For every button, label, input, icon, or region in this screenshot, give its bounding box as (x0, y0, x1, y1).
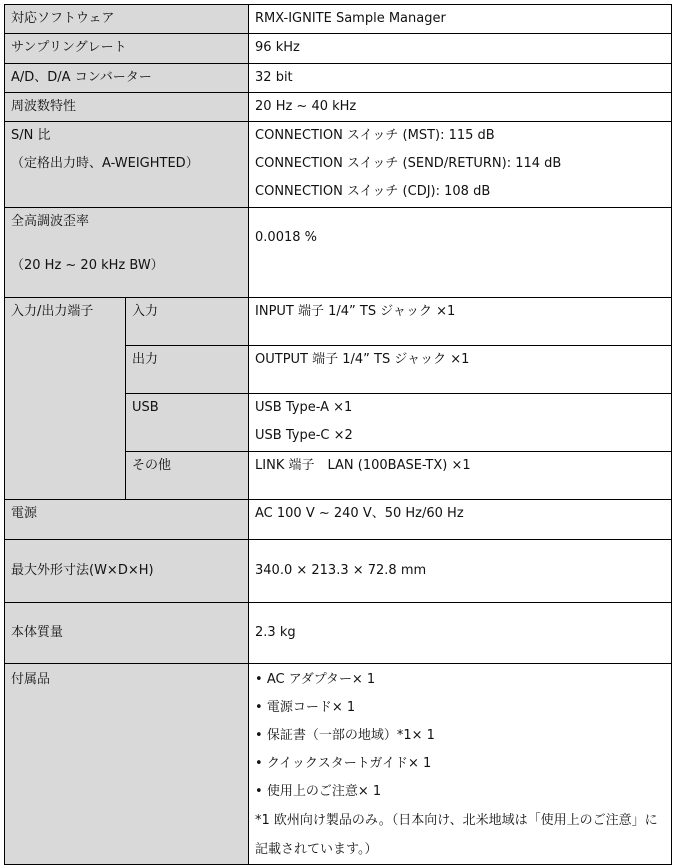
io-value-other: LINK 端子 LAN (100BASE-TX) ×1 (249, 452, 672, 500)
spec-label-main: S/N 比 (11, 128, 51, 143)
spec-value: 2.3 kg (249, 603, 672, 664)
spec-label-main: 入力/出力端子 (11, 304, 94, 319)
spec-label-sub: （20 Hz ~ 20 kHz BW） (11, 258, 164, 273)
spec-value (249, 664, 672, 865)
accessory-item: • クイックスタートガイド× 1 (255, 756, 432, 771)
usb-value-type-c: USB Type-C ×2 (255, 428, 353, 443)
io-sub-label-input: 入力 (126, 298, 249, 346)
spec-label: 電源 (5, 500, 249, 540)
spec-value: 340.0 × 213.3 × 72.8 mm (249, 540, 672, 603)
spec-value (249, 122, 672, 208)
spec-label (5, 208, 249, 298)
spec-row-accessories (5, 664, 672, 865)
spec-label: 対応ソフトウェア (5, 5, 249, 34)
sn-value-send-return: CONNECTION スイッチ (SEND/RETURN): 114 dB (255, 156, 562, 171)
spec-row-io-input (5, 298, 672, 346)
accessory-item: • 保証書（一部の地域）*1× 1 (255, 728, 435, 743)
io-sub-label-output: 出力 (126, 346, 249, 394)
accessory-item: • 使用上のご注意× 1 (255, 784, 382, 799)
spec-label: A/D、D/A コンバーター (5, 64, 249, 93)
spec-label-sub: （定格出力時、A-WEIGHTED） (11, 156, 199, 171)
accessory-footnote: *1 欧州向け製品のみ。（日本向け、北米地域は「使用上のご注意」に記載されています。） (255, 813, 658, 857)
usb-value-type-a: USB Type-A ×1 (255, 400, 353, 415)
spec-value: 96 kHz (249, 34, 672, 64)
spec-label: 本体質量 (5, 603, 249, 664)
spec-value: RMX-IGNITE Sample Manager (249, 5, 672, 34)
spec-row-weight (5, 603, 672, 664)
spec-label: 最大外形寸法(W×D×H) (5, 540, 249, 603)
io-value-usb (249, 394, 672, 452)
sn-value-mst: CONNECTION スイッチ (MST): 115 dB (255, 128, 495, 143)
io-sub-label-other: その他 (126, 452, 249, 500)
spec-row-converter (5, 64, 672, 93)
spec-row-sn (5, 122, 672, 208)
spec-value: AC 100 V ~ 240 V、50 Hz/60 Hz (249, 500, 672, 540)
spec-label (5, 664, 249, 865)
spec-label: サンプリングレート (5, 34, 249, 64)
spec-label-main: 全高調波歪率 (11, 214, 90, 229)
spec-row-software (5, 5, 672, 34)
spec-row-power (5, 500, 672, 540)
spec-value: 20 Hz ~ 40 kHz (249, 93, 672, 122)
spec-label (5, 298, 126, 500)
spec-row-frequency (5, 93, 672, 122)
spec-row-thd (5, 208, 672, 298)
spec-table (4, 4, 672, 865)
io-sub-label-usb: USB (126, 394, 249, 452)
spec-label: 周波数特性 (5, 93, 249, 122)
spec-row-dimensions (5, 540, 672, 603)
spec-value (249, 208, 672, 298)
spec-row-sampling (5, 34, 672, 64)
sn-value-cdj: CONNECTION スイッチ (CDJ): 108 dB (255, 184, 491, 199)
accessory-item: • 電源コード× 1 (255, 700, 356, 715)
io-value-output: OUTPUT 端子 1/4” TS ジャック ×1 (249, 346, 672, 394)
accessory-item: • AC アダプター× 1 (255, 672, 376, 687)
spec-label-main: 付属品 (11, 672, 51, 687)
spec-label (5, 122, 249, 208)
thd-value: 0.0018 % (255, 230, 317, 245)
io-value-input: INPUT 端子 1/4” TS ジャック ×1 (249, 298, 672, 346)
spec-value: 32 bit (249, 64, 672, 93)
